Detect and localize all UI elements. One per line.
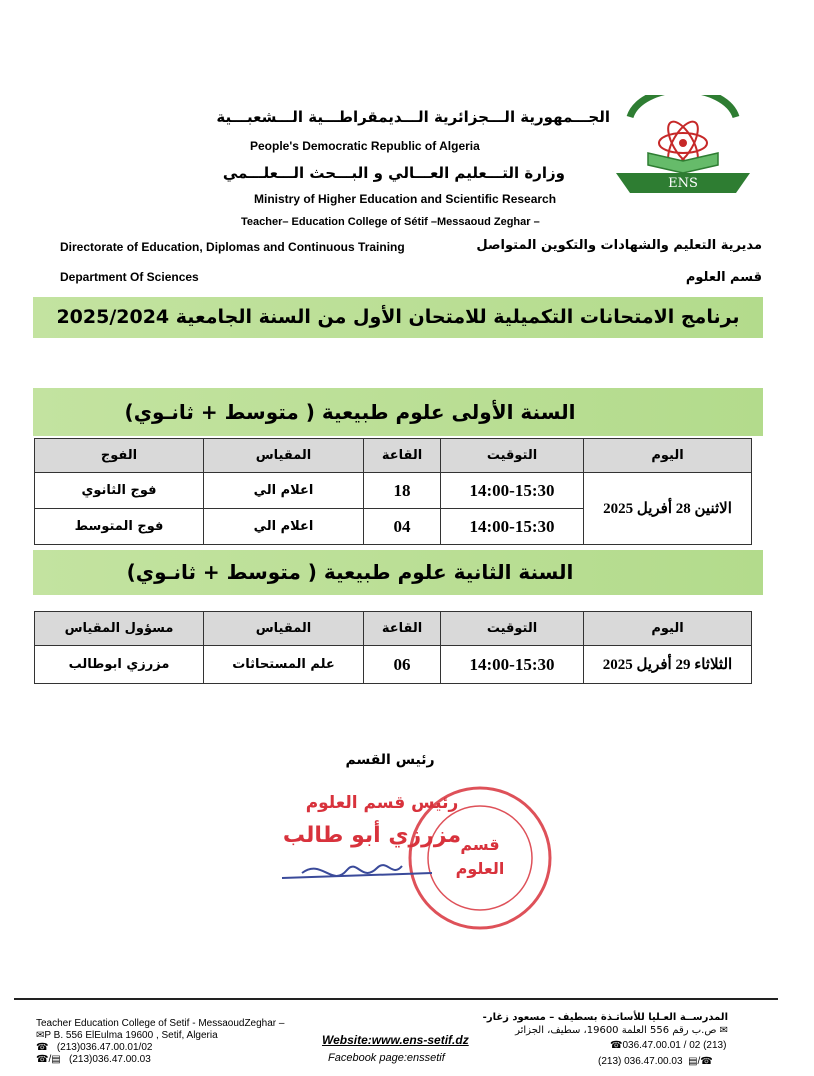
header-group: الفوج <box>35 439 204 473</box>
module-cell: اعلام الي <box>204 509 364 545</box>
en-department: Department Of Sciences <box>60 270 199 284</box>
stamp-name-2: مزرزي أبو طالب <box>282 823 462 848</box>
time-cell: 14:00-15:30 <box>441 646 584 684</box>
footer-right-1: المدرســة العـليا للأساتـذة بسطيف – مسعود زغار- <box>482 1012 728 1023</box>
mail-icon: ✉ <box>719 1025 728 1036</box>
table-header-row <box>35 439 752 473</box>
header-responsible: مسؤول المقياس <box>35 612 204 646</box>
head-of-department-label: رئيس القسم <box>345 752 435 768</box>
group-cell: فوج المتوسط <box>35 509 204 545</box>
en-directorate: Directorate of Education, Diplomas and Continuous Training <box>60 240 405 254</box>
footer-divider <box>14 998 778 1000</box>
time-cell: 14:00-15:30 <box>441 473 584 509</box>
phone-icon: ☎ <box>610 1040 623 1051</box>
table-row <box>35 646 752 684</box>
footer-right-2: ✉ ص.ب رقم 556 العلمة 19600، سطيف، الجزائر <box>515 1025 728 1036</box>
room-cell: 18 <box>364 473 441 509</box>
footer-right-3: ☎036.47.00.01 / 02 (213) <box>610 1040 727 1051</box>
year2-title: السنة الثانية علوم طبيعية ( متوسط + ثانـوي) <box>126 560 574 584</box>
stamp-center-2: العلوم <box>455 859 505 878</box>
header-module: المقياس <box>204 612 364 646</box>
en-republic: People's Democratic Republic of Algeria <box>250 139 480 153</box>
footer-left-4: ☎/▤ (213)036.47.00.03 <box>36 1054 151 1065</box>
header-day: اليوم <box>584 612 752 646</box>
day-cell: الاثنين 28 أفريل 2025 <box>584 473 752 545</box>
fax-icon: ☎/▤ <box>36 1054 61 1065</box>
header-time: التوقيت <box>441 439 584 473</box>
footer-facebook[interactable]: Facebook page:enssetif <box>328 1052 445 1064</box>
module-cell: علم المستحاثات <box>204 646 364 684</box>
footer-left-3: ☎ (213)036.47.00.01/02 <box>36 1042 153 1053</box>
header-room: القاعة <box>364 439 441 473</box>
phone-icon: ☎ <box>36 1042 49 1053</box>
ar-republic: الجـــمهورية الـــجزائرية الـــديمقراطـــية الـــشعبـــية <box>216 108 610 126</box>
header-room: القاعة <box>364 612 441 646</box>
en-college: Teacher– Education College of Sétif –Messaoud Zeghar – <box>241 216 540 228</box>
header-module: المقياس <box>204 439 364 473</box>
room-cell: 06 <box>364 646 441 684</box>
header-day: اليوم <box>584 439 752 473</box>
stamp-center-1: قسم <box>460 835 500 854</box>
program-title: برنامج الامتحانات التكميلية للامتحان الأول من السنة الجامعية 2025/2024 <box>56 306 740 328</box>
footer-right-4: (213) 036.47.00.03 ▤/☎ <box>598 1056 713 1067</box>
room-cell: 04 <box>364 509 441 545</box>
ens-logo <box>608 95 758 195</box>
day-cell: الثلاثاء 29 أفريل 2025 <box>584 646 752 684</box>
logo-text: ENS <box>668 176 698 191</box>
year1-schedule-table <box>34 438 752 545</box>
footer-website[interactable]: Website:www.ens-setif.dz <box>322 1033 469 1047</box>
fax-icon: ▤/☎ <box>688 1056 713 1067</box>
table-row <box>35 473 752 509</box>
ar-ministry: وزارة التـــعليم العـــالي و البـــحث الـــعلـــمي <box>222 164 565 182</box>
official-stamp <box>262 778 562 938</box>
footer-left-2: ✉P B. 556 ElEulma 19600 , Setif, Algeria <box>36 1030 218 1041</box>
en-ministry: Ministry of Higher Education and Scientific Research <box>254 192 557 206</box>
ar-department: قسم العلوم <box>685 270 762 285</box>
footer-left-1: Teacher Education College of Setif - MessaoudZeghar – <box>36 1018 285 1029</box>
header-time: التوقيت <box>441 612 584 646</box>
ar-directorate: مديرية التعليم والشهادات والتكوين المتواصل <box>476 238 762 253</box>
responsible-cell: مزرزي ابوطالب <box>35 646 204 684</box>
mail-icon: ✉ <box>36 1030 45 1041</box>
stamp-name-1: رئيس قسم العلوم <box>305 793 459 813</box>
year2-schedule-table <box>34 611 752 684</box>
group-cell: فوج الثانوي <box>35 473 204 509</box>
table-header-row <box>35 612 752 646</box>
time-cell: 14:00-15:30 <box>441 509 584 545</box>
module-cell: اعلام الي <box>204 473 364 509</box>
year1-title: السنة الأولى علوم طبيعية ( متوسط + ثانـوي) <box>124 400 576 424</box>
